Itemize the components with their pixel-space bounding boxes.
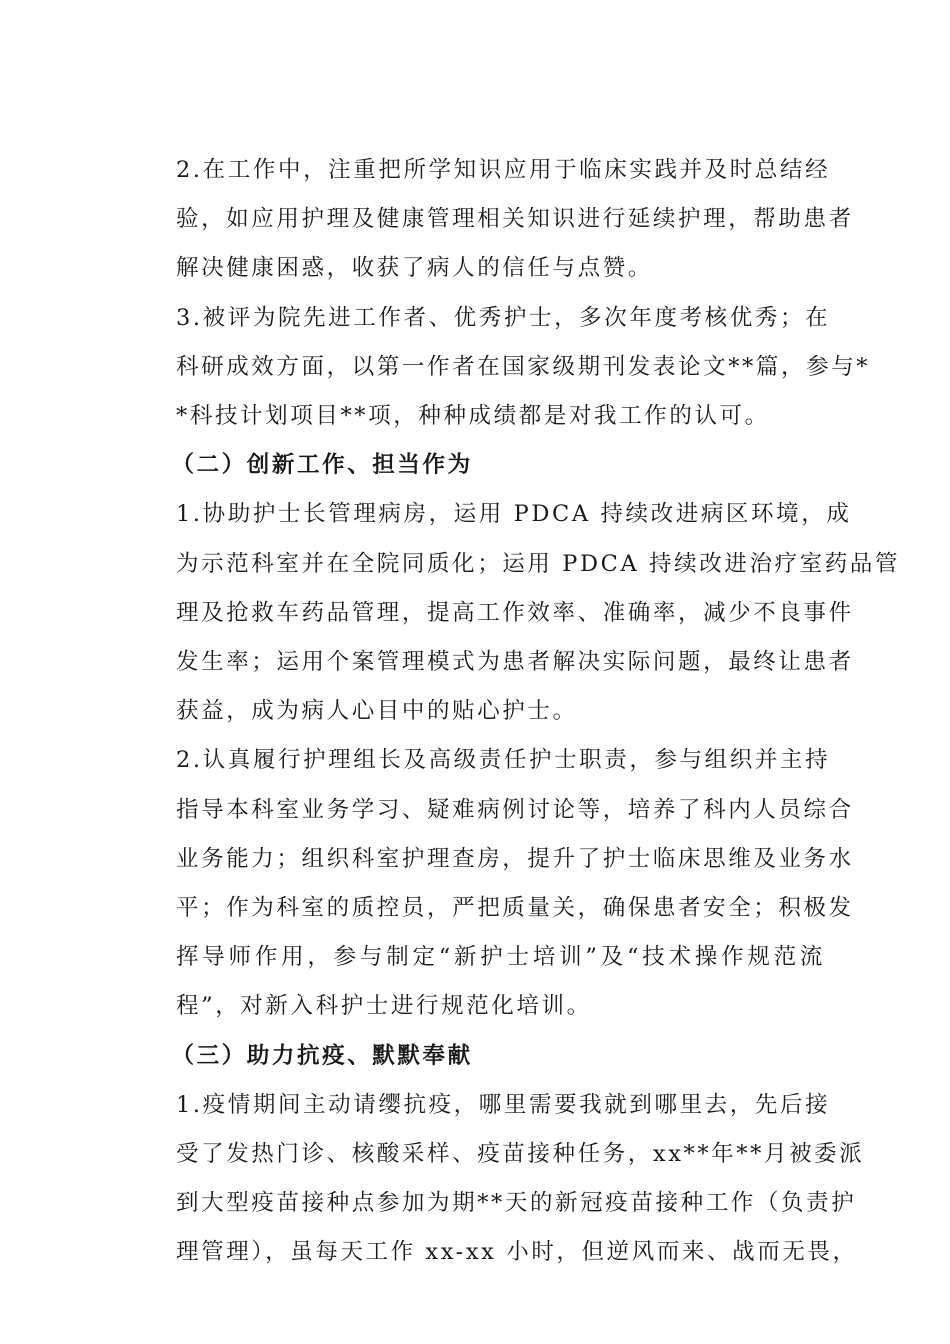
- section-heading-innovation: [131, 441, 825, 490]
- text-line: 理及抢救车药品管理，提高工作效率、准确率，减少不良事件: [176, 599, 854, 626]
- text-line: 2.在工作中，注重把所学知识应用于临床实践并及时总结经: [176, 157, 831, 183]
- heading-text: （二）创新工作、担当作为: [171, 452, 473, 479]
- paragraph-1-pdca: [131, 490, 901, 736]
- heading-text: （三）助力抗疫、默默奉献: [171, 1042, 473, 1069]
- text-line: 挥导师作用，参与制定“新护士培训”及“技术操作规范流: [176, 944, 825, 971]
- text-line: *科技计划项目**项，种种成绩都是对我工作的认可。: [176, 403, 770, 430]
- text-line: 理管理），虽每天工作 xx-xx 小时，但逆风而来、战而无畏，: [176, 1239, 858, 1266]
- text-line: 平；作为科室的质控员，严把质量关，确保患者安全；积极发: [176, 895, 854, 922]
- text-line: 程”，对新入科护士进行规范化培训。: [176, 993, 592, 1020]
- text-line: 2.认真履行护理组长及高级责任护士职责，参与组织并主持: [176, 747, 831, 774]
- text-line: 验，如应用护理及健康管理相关知识进行延续护理，帮助患者: [176, 206, 854, 233]
- text-line: 业务能力；组织科室护理查房，提升了护士临床思维及业务水: [176, 845, 854, 872]
- text-line: 解决健康困惑，收获了病人的信任与点赞。: [176, 255, 653, 282]
- text-line: 获益，成为病人心目中的贴心护士。: [176, 698, 578, 725]
- document-body: [131, 146, 901, 1278]
- paragraph-2-team-leader: [131, 736, 854, 1031]
- paragraph-1-epidemic: [131, 1081, 865, 1278]
- text-line: 受了发热门诊、核酸采样、疫苗接种任务，xx**年**月被委派: [176, 1141, 865, 1168]
- text-line: 指导本科室业务学习、疑难病例讨论等，培养了科内人员综合: [176, 796, 854, 823]
- text-line: 1.协助护士长管理病房，运用 PDCA 持续改进病区环境，成: [176, 501, 852, 528]
- paragraph-2-clinical-practice: [131, 146, 854, 294]
- text-line: 到大型疫苗接种点参加为期**天的新冠疫苗接种工作（负责护: [176, 1190, 857, 1217]
- text-line: 3.被评为院先进工作者、优秀护士，多次年度考核优秀；在: [176, 304, 831, 331]
- paragraph-3-honors: [131, 294, 871, 442]
- text-line: 科研成效方面，以第一作者在国家级期刊发表论文**篇，参与*: [176, 353, 871, 380]
- text-line: 发生率；运用个案管理模式为患者解决实际问题，最终让患者: [176, 649, 854, 676]
- text-line: 为示范科室并在全院同质化；运用 PDCA 持续改进治疗室药品管: [176, 550, 901, 577]
- text-line: 1.疫情期间主动请缨抗疫，哪里需要我就到哪里去，先后接: [176, 1091, 831, 1118]
- section-heading-anti-epidemic: [131, 1032, 825, 1081]
